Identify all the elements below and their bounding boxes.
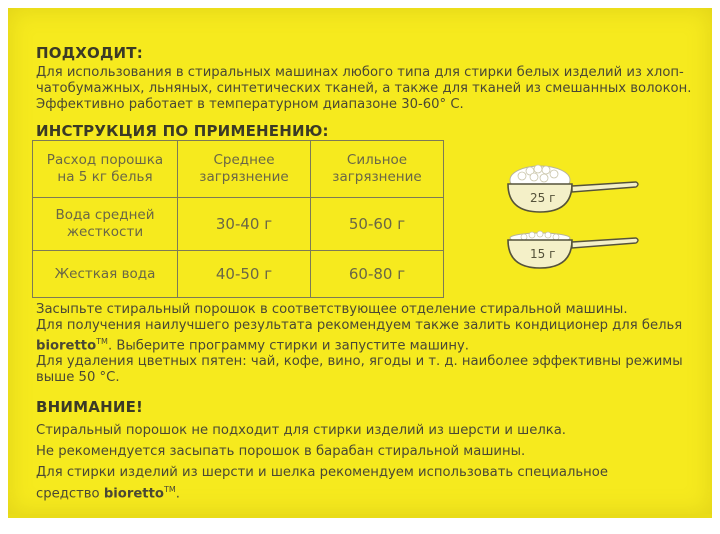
row1-medium-value: 30-40 г	[178, 198, 311, 251]
warning-line-4-start: средство	[36, 486, 104, 502]
header-cell-strong	[311, 141, 444, 198]
row-label-hard-water: Жесткая вода	[33, 251, 178, 298]
table-row	[33, 198, 444, 251]
usage-line-5: выше 50 °С.	[36, 370, 120, 386]
suitable-line-2: чатобумажных, льняных, синтетических тканей, а также для тканей из смешанных волокон.	[36, 81, 692, 96]
instructions-heading: ИНСТРУКЦИЯ ПО ПРИМЕНЕНИЮ:	[36, 122, 329, 140]
suitable-line-3: Эффективно работает в температурном диапазоне 30-60° С.	[36, 97, 464, 112]
header-medium-line-1: Среднее	[213, 152, 275, 168]
row2-medium-value: 40-50 г	[178, 251, 311, 298]
suitable-text	[36, 65, 691, 113]
usage-line-3-rest: . Выберите программу стирки и запустите машину.	[107, 338, 469, 354]
table-row	[33, 251, 444, 298]
warning-line-4	[36, 482, 180, 502]
row1-label-line-2: жесткости	[66, 224, 144, 240]
usage-text	[36, 302, 683, 386]
brand-name: bioretto	[36, 338, 97, 354]
suitable-line-1: Для использования в стиральных машинах любого типа для стирки белых изделий из хлоп-	[36, 65, 684, 80]
usage-line-4: Для удаления цветных пятен: чай, кофе, вино, ягоды и т. д. наиболее эффективны режимы	[36, 354, 683, 370]
row1-label-line-1: Вода средней	[55, 207, 155, 223]
dosage-table	[32, 140, 444, 298]
scoop-small-label: 15 г	[530, 247, 556, 261]
warning-heading: ВНИМАНИЕ!	[36, 398, 144, 416]
header-strong-line-1: Сильное	[346, 152, 408, 168]
warning-text	[36, 420, 608, 483]
trademark-sign: TM	[163, 485, 176, 494]
warning-line-2: Не рекомендуется засыпать порошок в барабан стиральной машины.	[36, 444, 526, 459]
header-consumption-line-2: на 5 кг белья	[57, 169, 153, 185]
warning-line-3: Для стирки изделий из шерсти и шелка рекомендуем использовать специальное	[36, 465, 608, 480]
header-strong-line-2: загрязнение	[332, 169, 422, 185]
warning-line-1: Стиральный порошок не подходит для стирки изделий из шерсти и шелка.	[36, 423, 566, 438]
brand-name: bioretto	[103, 486, 164, 502]
scoop-large-label: 25 г	[530, 191, 556, 205]
row1-strong-value: 50-60 г	[311, 198, 444, 251]
header-consumption-line-1: Расход порошка	[46, 152, 164, 168]
trademark-sign: TM	[96, 337, 108, 346]
header-cell-consumption	[33, 141, 178, 198]
usage-line-2: Для получения наилучшего результата рекомендуем также залить кондиционер для белья	[36, 318, 683, 333]
measuring-scoop-large	[500, 150, 660, 222]
table-header-row	[33, 141, 444, 198]
suitable-heading: ПОДХОДИТ:	[36, 44, 143, 62]
measuring-scoop-small	[500, 222, 660, 280]
row-label-medium-hardness	[33, 198, 178, 251]
warning-line-4-end: .	[175, 486, 180, 502]
header-cell-medium	[178, 141, 311, 198]
usage-line-1: Засыпьте стиральный порошок в соответствующее отделение стиральной машины.	[36, 302, 628, 317]
usage-line-3	[36, 334, 683, 354]
header-medium-line-2: загрязнение	[199, 169, 289, 185]
row2-strong-value: 60-80 г	[311, 251, 444, 298]
